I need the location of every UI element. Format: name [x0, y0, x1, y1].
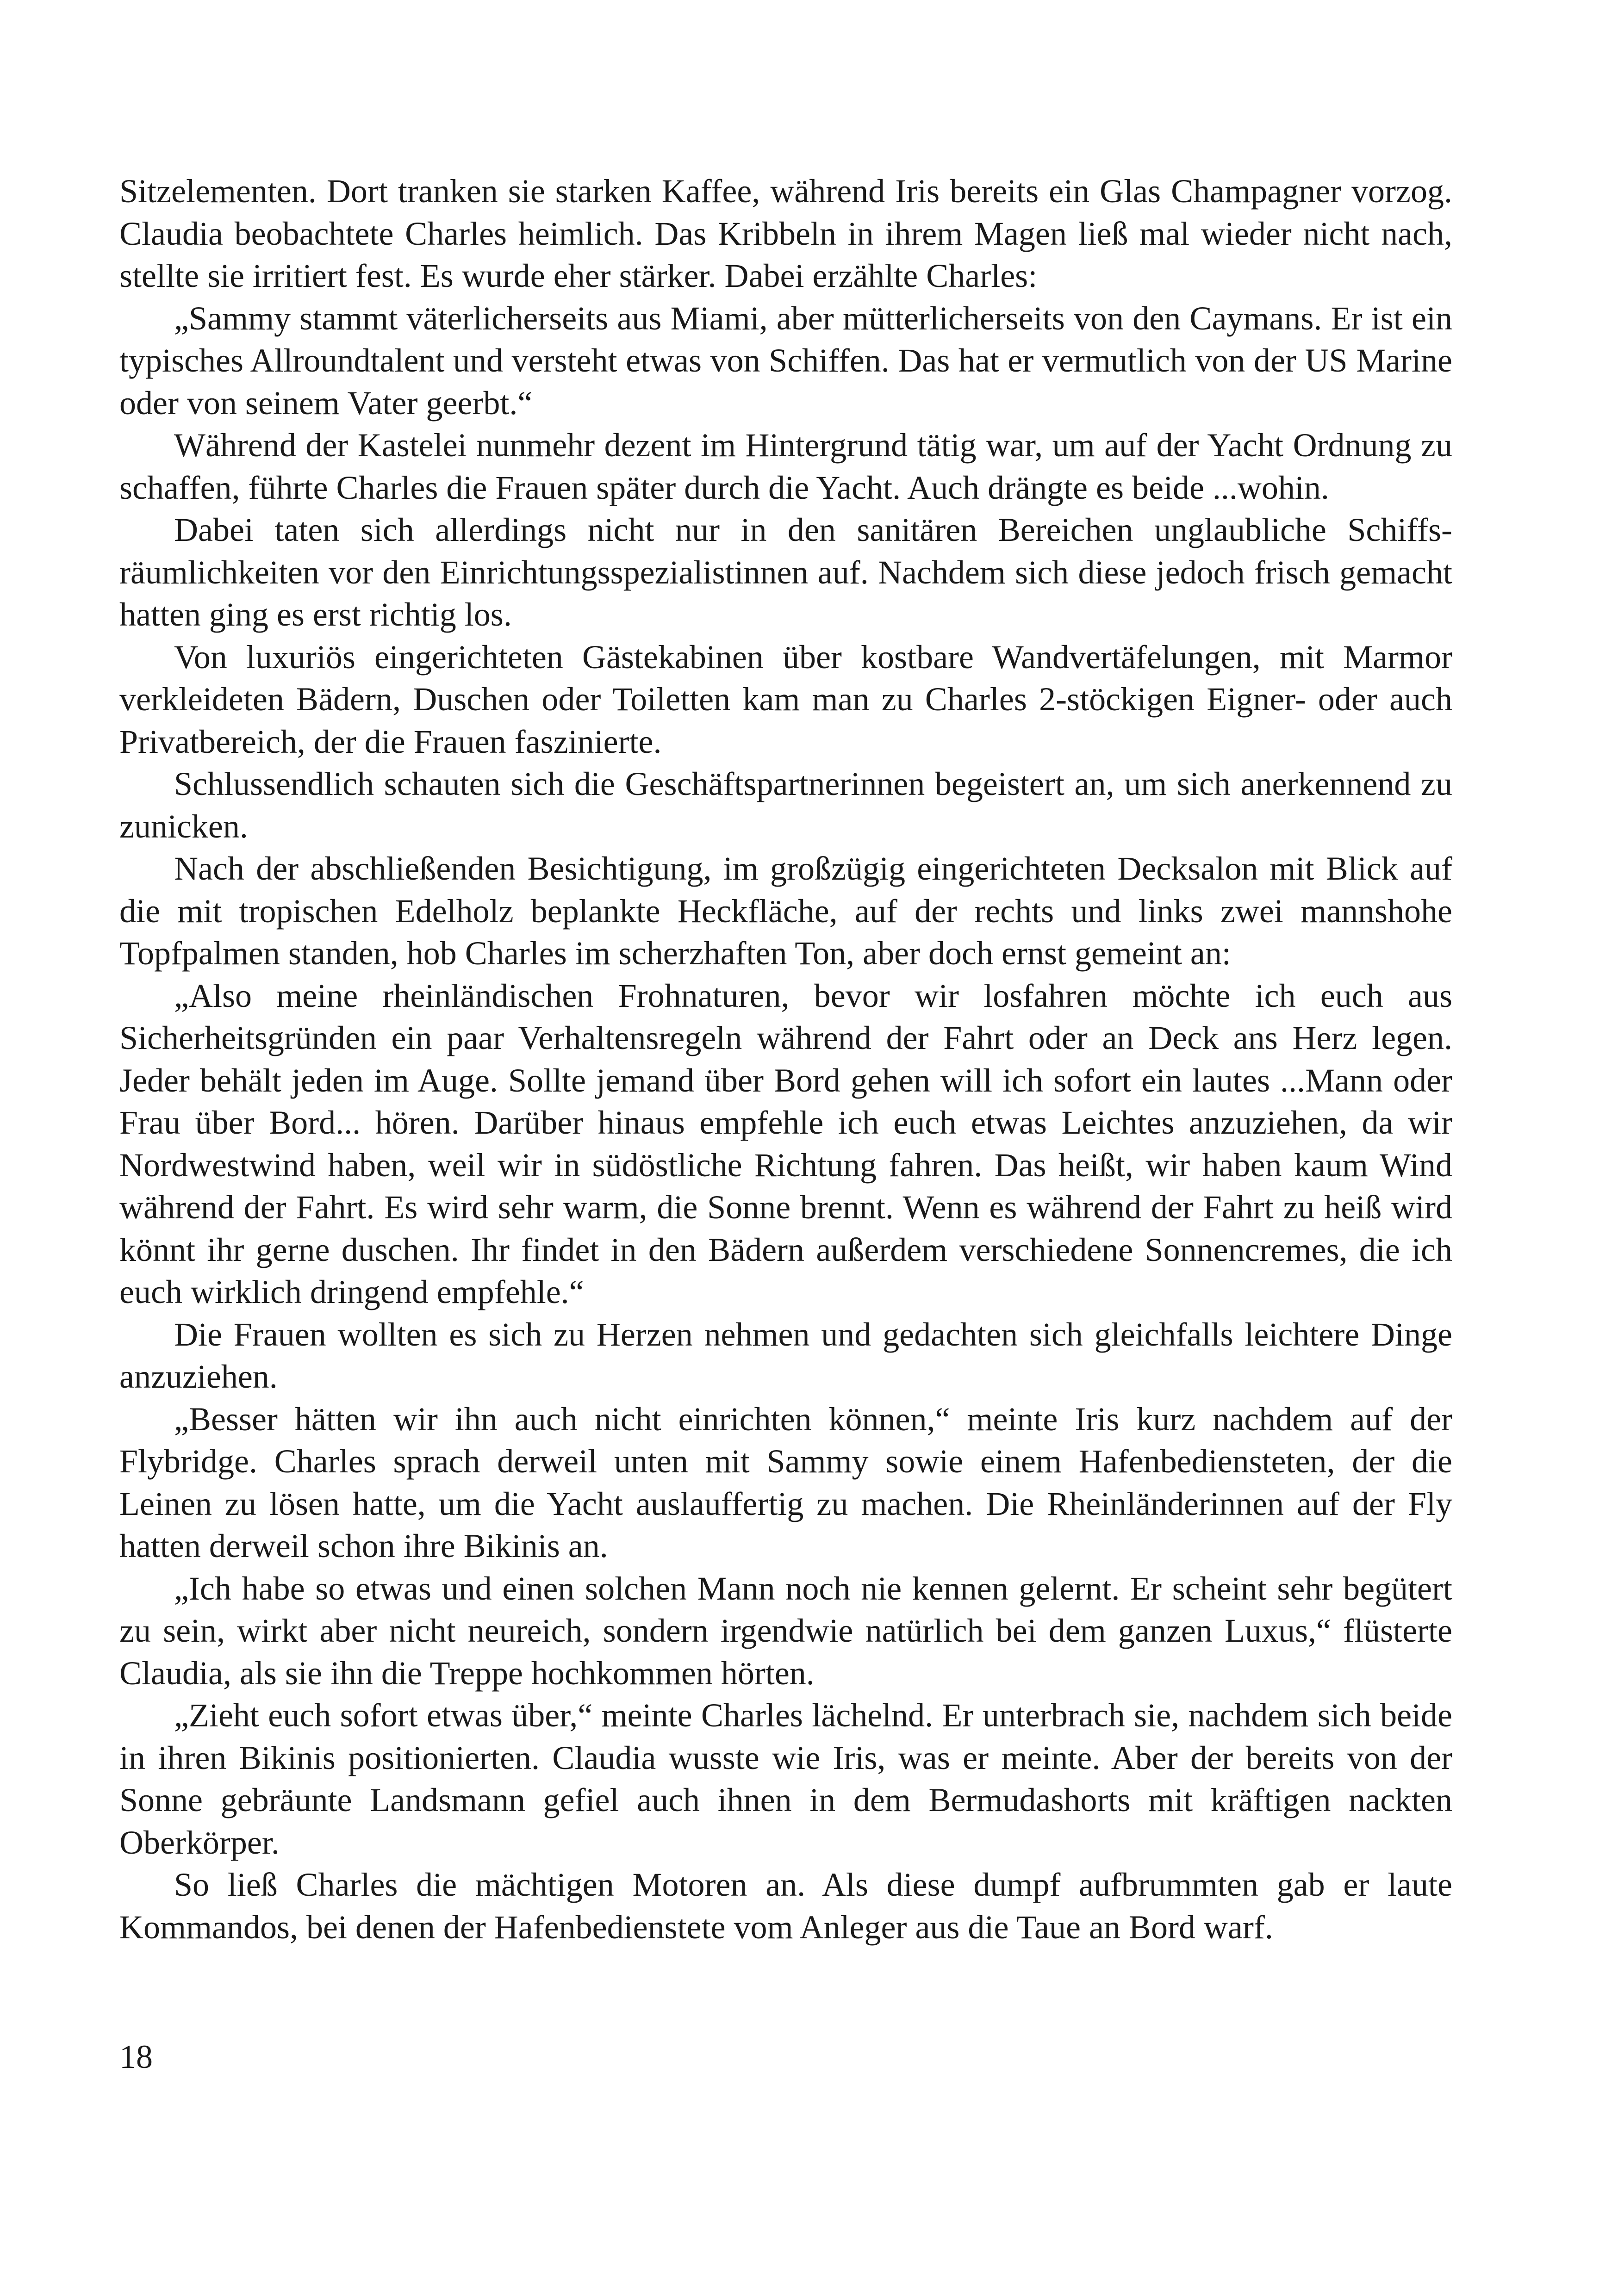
paragraph: Schlussendlich schauten sich die Geschäftspartnerinnen begeistert an, um sich anerkennend zu zunicken. — [119, 765, 1452, 845]
paragraph: „Ich habe so etwas und einen solchen Mann noch nie kennen gelernt. Er scheint sehr begütert zu sein, wirkt aber nicht neureich, sondern irgendwie natürlich bei dem ganzen Luxus,“ flüsterte Claudia, als sie ihn die Treppe hochkommen hörten. — [119, 1570, 1452, 1692]
paragraph: Nach der abschließenden Besichtigung, im großzügig eingerichteten Decksalon mit Blick auf die mit tropischen Edelholz beplankte Heckfläche, auf der rechts und links zwei mannshohe Topfpalmen standen, hob Charles im scherzhaften Ton, aber doch ernst gemeint an: — [119, 850, 1452, 972]
paragraph: Sitzelementen. Dort tranken sie starken Kaffee, während Iris bereits ein Glas Champagner vorzog. Claudia beobachtete Charles heimlich. Das Kribbeln in ihrem Magen ließ mal wieder nicht nach, stellte sie irritiert fest. Es wurde eher stärker. Dabei erzählte Charles: — [119, 173, 1452, 294]
paragraph: „Also meine rheinländischen Frohnaturen, bevor wir losfahren möchte ich euch aus Sicherheitsgründen ein paar Verhaltensregeln während der Fahrt oder an Deck ans Herz legen. Jeder behält jeden im Auge. Sollte jemand über Bord gehen will ich sofort ein lautes ...Mann oder Frau über Bord... hören. Darüber hinaus empfehle ich euch etwas Leichtes anzuziehen, da wir Nordwestwind haben, weil wir in südöstliche Richtung fahren. Das heißt, wir haben kaum Wind während der Fahrt. Es wird sehr warm, die Sonne brennt. Wenn es während der Fahrt zu heiß wird könnt ihr gerne duschen. Ihr findet in den Bädern außerdem verschiedene Sonnencremes, die ich euch wirklich dringend empfehle.“ — [119, 977, 1452, 1310]
page-body — [119, 170, 1452, 1948]
paragraph: „Zieht euch sofort etwas über,“ meinte Charles lächelnd. Er unterbrach sie, nachdem sich beide in ihren Bikinis positionierten. Claudia wusste wie Iris, was er meinte. Aber der bereits von der Sonne gebräunte Landsmann gefiel auch ihnen in dem Bermudashorts mit kräftigen nackten Oberkörper. — [119, 1697, 1452, 1861]
page-number: 18 — [119, 2038, 153, 2075]
paragraph: So ließ Charles die mächtigen Motoren an. Als diese dumpf aufbrummten gab er laute Kommandos, bei denen der Hafenbedienstete vom Anleger aus die Taue an Bord warf. — [119, 1866, 1452, 1946]
paragraph: „Besser hätten wir ihn auch nicht einrichten können,“ meinte Iris kurz nachdem auf der Flybridge. Charles sprach derweil unten mit Sammy sowie einem Hafenbediensteten, der die Leinen zu lösen hatte, um die Yacht auslauffertig zu machen. Die Rheinländerinnen auf der Fly hatten derweil schon ihre Bikinis an. — [119, 1400, 1452, 1564]
paragraph: Die Frauen wollten es sich zu Herzen nehmen und gedachten sich gleichfalls leichtere Dinge anzuziehen. — [119, 1316, 1452, 1395]
paragraph: „Sammy stammt väterlicherseits aus Miami, aber mütterlicherseits von den Caymans. Er ist ein typisches Allroundtalent und versteht etwas von Schiffen. Das hat er vermutlich von der US Marine oder von seinem Vater geerbt.“ — [119, 299, 1452, 422]
paragraph: Von luxuriös eingerichteten Gästekabinen über kostbare Wandvertäfelungen, mit Marmor verkleideten Bädern, Duschen oder Toiletten kam man zu Charles 2-stöckigen Eigner- oder auch Privatbereich, der die Frauen faszinierte. — [119, 638, 1452, 760]
paragraph: Während der Kastelei nunmehr dezent im Hintergrund tätig war, um auf der Yacht Ordnung zu schaffen, führte Charles die Frauen später durch die Yacht. Auch drängte es beide ...wohin. — [119, 427, 1452, 506]
paragraph: Dabei taten sich allerdings nicht nur in den sanitären Bereichen unglaubliche Schiffsräumlichkeiten vor den Einrichtungsspezialistinnen auf. Nachdem sich diese jedoch frisch gemacht hatten ging es erst richtig los. — [119, 511, 1452, 633]
